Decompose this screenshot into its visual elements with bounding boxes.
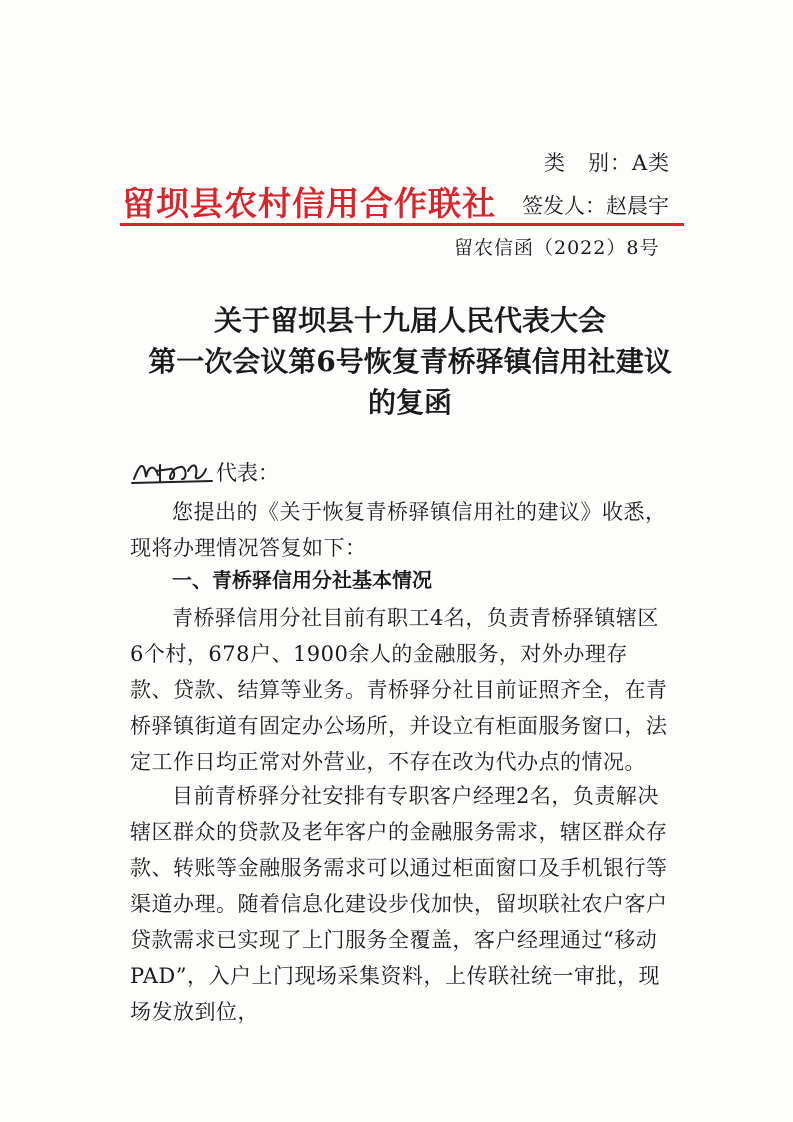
document-number: 留农信函（2022）8号 (454, 237, 660, 259)
salutation-suffix: 代表： (216, 461, 279, 485)
paragraph-2-text: 青桥驿信用分社目前有职工4名，负责青桥驿镇辖区6个村，678户、1900余人的金融服务，对外办理存款、贷款、结算等业务。青桥驿分社目前证照齐全，在青桥驿镇街道有固定办公场所，并设立有柜面服务窗口，法定工作日均正常对外营业，不存在改为代办点的情况。 (130, 606, 668, 774)
paragraph-3 (130, 778, 670, 1030)
salutation (130, 457, 279, 487)
section-heading-1: 一、青桥驿信用分社基本情况 (172, 568, 432, 592)
paragraph-3-text: 目前青桥驿分社安排有专职客户经理2名，负责解决辖区群众的贷款及老年客户的金融服务需求，辖区群众存款、转账等金融服务需求可以通过柜面窗口及手机银行等渠道办理。随着信息化建设步伐加快，留坝联社农户客户贷款需求已实现了上门服务全覆盖，客户经理通过“移动PAD”，入户上门现场采集资料，上传联社统一审批，现场发放到位， (130, 784, 668, 1024)
title-line-3: 的复函 (367, 386, 452, 419)
document-category: 类 别：A类 (544, 151, 671, 175)
document-title (80, 300, 740, 423)
paragraph-1-text: 您提出的《关于恢复青桥驿镇信用社的建议》收悉，现将办理情况答复如下： (130, 500, 667, 560)
title-line-1: 关于留坝县十九届人民代表大会 (213, 304, 606, 337)
paragraph-1 (130, 494, 670, 566)
paragraph-2 (130, 600, 670, 780)
signer: 签发人：赵晨宇 (522, 194, 669, 218)
handwritten-signature (130, 461, 216, 487)
red-header-rule (120, 223, 684, 226)
title-line-2: 第一次会议第6号恢复青桥驿镇信用社建议 (148, 345, 672, 378)
organization-name: 留坝县农村信用合作联社 (122, 184, 496, 223)
